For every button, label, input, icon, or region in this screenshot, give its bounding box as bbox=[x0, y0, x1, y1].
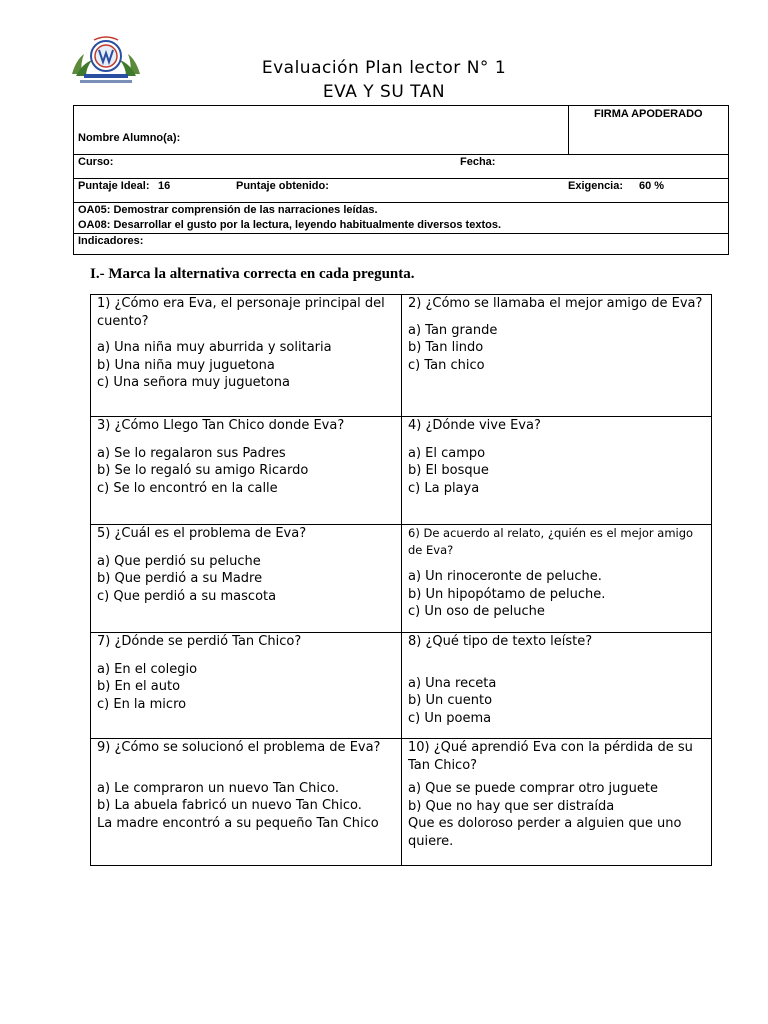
answer-option[interactable]: c) Tan chico bbox=[408, 357, 485, 373]
document-title: Evaluación Plan lector N° 1 bbox=[261, 58, 507, 78]
puntaje-obtenido-label: Puntaje obtenido: bbox=[236, 180, 329, 192]
row-divider bbox=[74, 233, 728, 234]
exigencia-label: Exigencia: bbox=[568, 180, 624, 192]
objective-oa05: OA05: Demostrar comprensión de las narraciones leídas. bbox=[78, 204, 378, 216]
question-text: 9) ¿Cómo se solucionó el problema de Eva? bbox=[97, 740, 381, 755]
answer-option[interactable]: c) La playa bbox=[408, 480, 480, 496]
answer-option[interactable]: c) Una señora muy juguetona bbox=[97, 375, 290, 390]
answer-option[interactable]: b) En el auto bbox=[97, 679, 181, 694]
question-cell-8 bbox=[402, 633, 712, 727]
answer-option[interactable]: Que es doloroso perder a alguien que uno quiere. bbox=[408, 816, 682, 849]
answer-option[interactable]: b) Se lo regaló su amigo Ricardo bbox=[97, 463, 309, 478]
question-cell-10 bbox=[402, 739, 712, 850]
indicadores-label: Indicadores: bbox=[78, 235, 144, 247]
section-heading: I.- Marca la alternativa correcta en cada pregunta. bbox=[90, 266, 415, 282]
question-text: 2) ¿Cómo se llamaba el mejor amigo de Eva? bbox=[408, 296, 703, 311]
question-cell-2 bbox=[402, 295, 712, 374]
question-text: 5) ¿Cuál es el problema de Eva? bbox=[97, 526, 307, 541]
answer-option[interactable]: b) Un cuento bbox=[408, 693, 493, 708]
answer-option[interactable]: La madre encontró a su pequeño Tan Chico bbox=[97, 815, 379, 831]
answer-option[interactable]: a) Una niña muy aburrida y solitaria bbox=[97, 340, 332, 355]
question-cell-5 bbox=[91, 525, 401, 605]
answer-option[interactable]: b) Una niña muy juguetona bbox=[97, 357, 275, 373]
answer-option[interactable]: c) Un oso de peluche bbox=[408, 604, 545, 619]
question-cell-4 bbox=[402, 417, 712, 497]
questions-table bbox=[90, 294, 712, 866]
student-info-table bbox=[73, 105, 729, 255]
fecha-label: Fecha: bbox=[460, 156, 496, 168]
curso-label: Curso: bbox=[78, 156, 114, 168]
question-text: 1) ¿Cómo era Eva, el personaje principal del cuento? bbox=[97, 296, 385, 329]
answer-option[interactable]: b) Que no hay que ser distraída bbox=[408, 798, 615, 814]
question-text: 6) De acuerdo al relato, ¿quién es el mejor amigo de Eva? bbox=[408, 526, 694, 557]
answer-option[interactable]: a) Una receta bbox=[408, 675, 497, 691]
answer-option[interactable]: a) Le compraron un nuevo Tan Chico. bbox=[97, 780, 339, 796]
answer-option[interactable]: a) Se lo regalaron sus Padres bbox=[97, 445, 286, 461]
row-divider bbox=[74, 178, 728, 179]
answer-option[interactable]: a) Un rinoceronte de peluche. bbox=[408, 569, 602, 584]
answer-option[interactable]: a) Que perdió su peluche bbox=[97, 553, 261, 569]
answer-option[interactable]: a) Tan grande bbox=[408, 322, 498, 338]
nombre-alumno-label: Nombre Alumno(a): bbox=[78, 132, 181, 144]
question-text: 7) ¿Dónde se perdió Tan Chico? bbox=[97, 634, 302, 649]
story-title: EVA Y SU TAN bbox=[322, 82, 446, 102]
question-cell-1 bbox=[91, 295, 401, 392]
answer-option[interactable]: b) Tan lindo bbox=[408, 340, 484, 355]
firma-apoderado-label: FIRMA APODERADO bbox=[594, 108, 703, 120]
answer-option[interactable]: c) En la micro bbox=[97, 696, 187, 712]
row-divider bbox=[74, 202, 728, 203]
answer-option[interactable]: b) El bosque bbox=[408, 463, 489, 478]
exigencia-value: 60 % bbox=[639, 180, 665, 192]
answer-option[interactable]: b) Un hipopótamo de peluche. bbox=[408, 586, 606, 602]
question-cell-6 bbox=[402, 525, 712, 621]
question-text: 8) ¿Qué tipo de texto leíste? bbox=[408, 634, 593, 649]
firma-divider bbox=[568, 106, 569, 154]
objective-oa08: OA08: Desarrollar el gusto por la lectura, leyendo habitualmente diversos textos. bbox=[78, 219, 502, 231]
question-text: 10) ¿Qué aprendió Eva con la pérdida de su Tan Chico? bbox=[408, 740, 693, 773]
answer-option[interactable]: b) La abuela fabricó un nuevo Tan Chico. bbox=[97, 798, 362, 813]
question-cell-3 bbox=[91, 417, 401, 497]
question-text: 3) ¿Cómo Llego Tan Chico donde Eva? bbox=[97, 418, 345, 433]
row-divider bbox=[74, 154, 728, 155]
question-cell-9 bbox=[91, 739, 401, 832]
answer-option[interactable]: a) Que se puede comprar otro juguete bbox=[408, 781, 658, 796]
answer-option[interactable]: c) Un poema bbox=[408, 710, 492, 726]
puntaje-ideal-value: 16 bbox=[158, 180, 171, 192]
answer-option[interactable]: c) Que perdió a su mascota bbox=[97, 588, 277, 604]
answer-option[interactable]: c) Se lo encontró en la calle bbox=[97, 480, 278, 496]
answer-option[interactable]: b) Que perdió a su Madre bbox=[97, 571, 263, 586]
question-text: 4) ¿Dónde vive Eva? bbox=[408, 418, 541, 433]
answer-option[interactable]: a) En el colegio bbox=[97, 661, 198, 677]
answer-option[interactable]: a) El campo bbox=[408, 445, 486, 461]
puntaje-ideal-label: Puntaje Ideal: bbox=[78, 180, 150, 192]
question-cell-7 bbox=[91, 633, 401, 713]
